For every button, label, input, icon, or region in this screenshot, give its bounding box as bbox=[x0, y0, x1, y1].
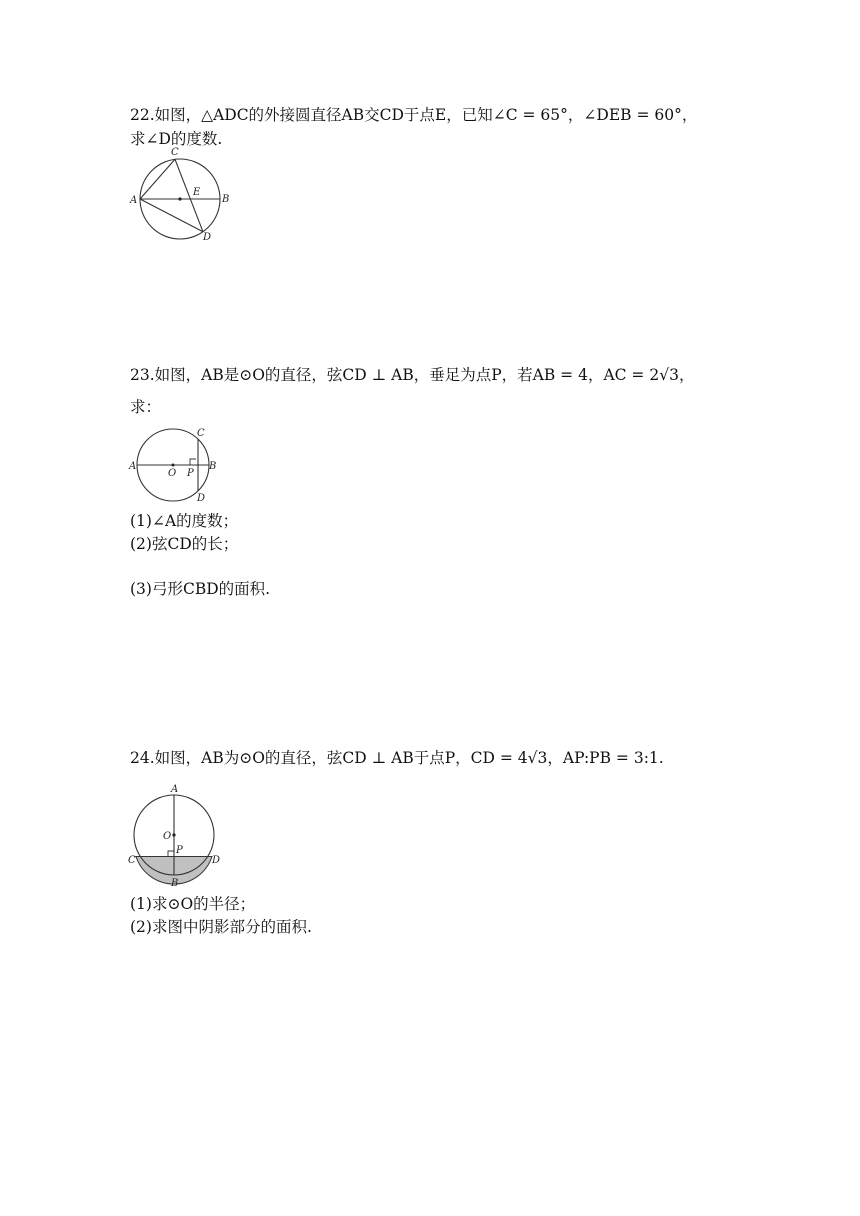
label-c-23: C bbox=[197, 428, 205, 439]
right-angle-mark-24 bbox=[168, 851, 174, 857]
label-b-24: B bbox=[171, 878, 179, 889]
figure-22 bbox=[128, 146, 233, 246]
label-d-24: D bbox=[212, 855, 221, 866]
problem-22-line-2: 求∠D的度数. bbox=[130, 130, 223, 148]
problem-23-line-3: (1)∠A的度数； bbox=[130, 512, 239, 530]
center-dot-24 bbox=[172, 833, 175, 836]
center-dot-23 bbox=[172, 464, 175, 467]
figure-24 bbox=[126, 782, 226, 892]
problem-24-line-3: (2)求图中阴影部分的面积. bbox=[130, 918, 312, 936]
center-dot-22 bbox=[178, 197, 181, 200]
problem-24-line-1: 24.如图，AB为⊙O的直径，弦CD ⊥ AB于点P，CD = 4√3，AP:PB = 3:1. bbox=[130, 749, 664, 767]
label-p-24: P bbox=[176, 845, 183, 856]
segment-ad-22 bbox=[140, 199, 203, 232]
label-a-24: A bbox=[171, 784, 179, 795]
problem-23-line-5: (3)弓形CBD的面积. bbox=[130, 580, 271, 598]
label-d-22: D bbox=[203, 232, 212, 243]
label-e-22: E bbox=[193, 187, 201, 198]
label-p-23: P bbox=[187, 468, 194, 479]
label-c-22: C bbox=[171, 147, 179, 158]
label-d-23: D bbox=[197, 493, 206, 504]
problem-23-line-2: 求： bbox=[130, 398, 162, 416]
problem-22-line-1: 22.如图，△ADC的外接圆直径AB交CD于点E，已知∠C = 65°，∠DEB = 60°， bbox=[130, 106, 698, 124]
label-a-22: A bbox=[130, 195, 138, 206]
label-o-23: O bbox=[168, 468, 177, 479]
label-a-23: A bbox=[129, 461, 137, 472]
label-c-24: C bbox=[128, 855, 136, 866]
label-b-23: B bbox=[209, 461, 217, 472]
problem-24-line-2: (1)求⊙O的半径； bbox=[130, 895, 256, 913]
problem-23-line-4: (2)弦CD的长； bbox=[130, 535, 239, 553]
label-o-24: O bbox=[163, 831, 172, 842]
right-angle-mark-23 bbox=[190, 459, 196, 465]
figure-23 bbox=[128, 424, 228, 506]
problem-23-line-1: 23.如图，AB是⊙O的直径，弦CD ⊥ AB，垂足为点P，若AB = 4，AC = 2√3， bbox=[130, 366, 695, 384]
label-b-22: B bbox=[222, 194, 230, 205]
